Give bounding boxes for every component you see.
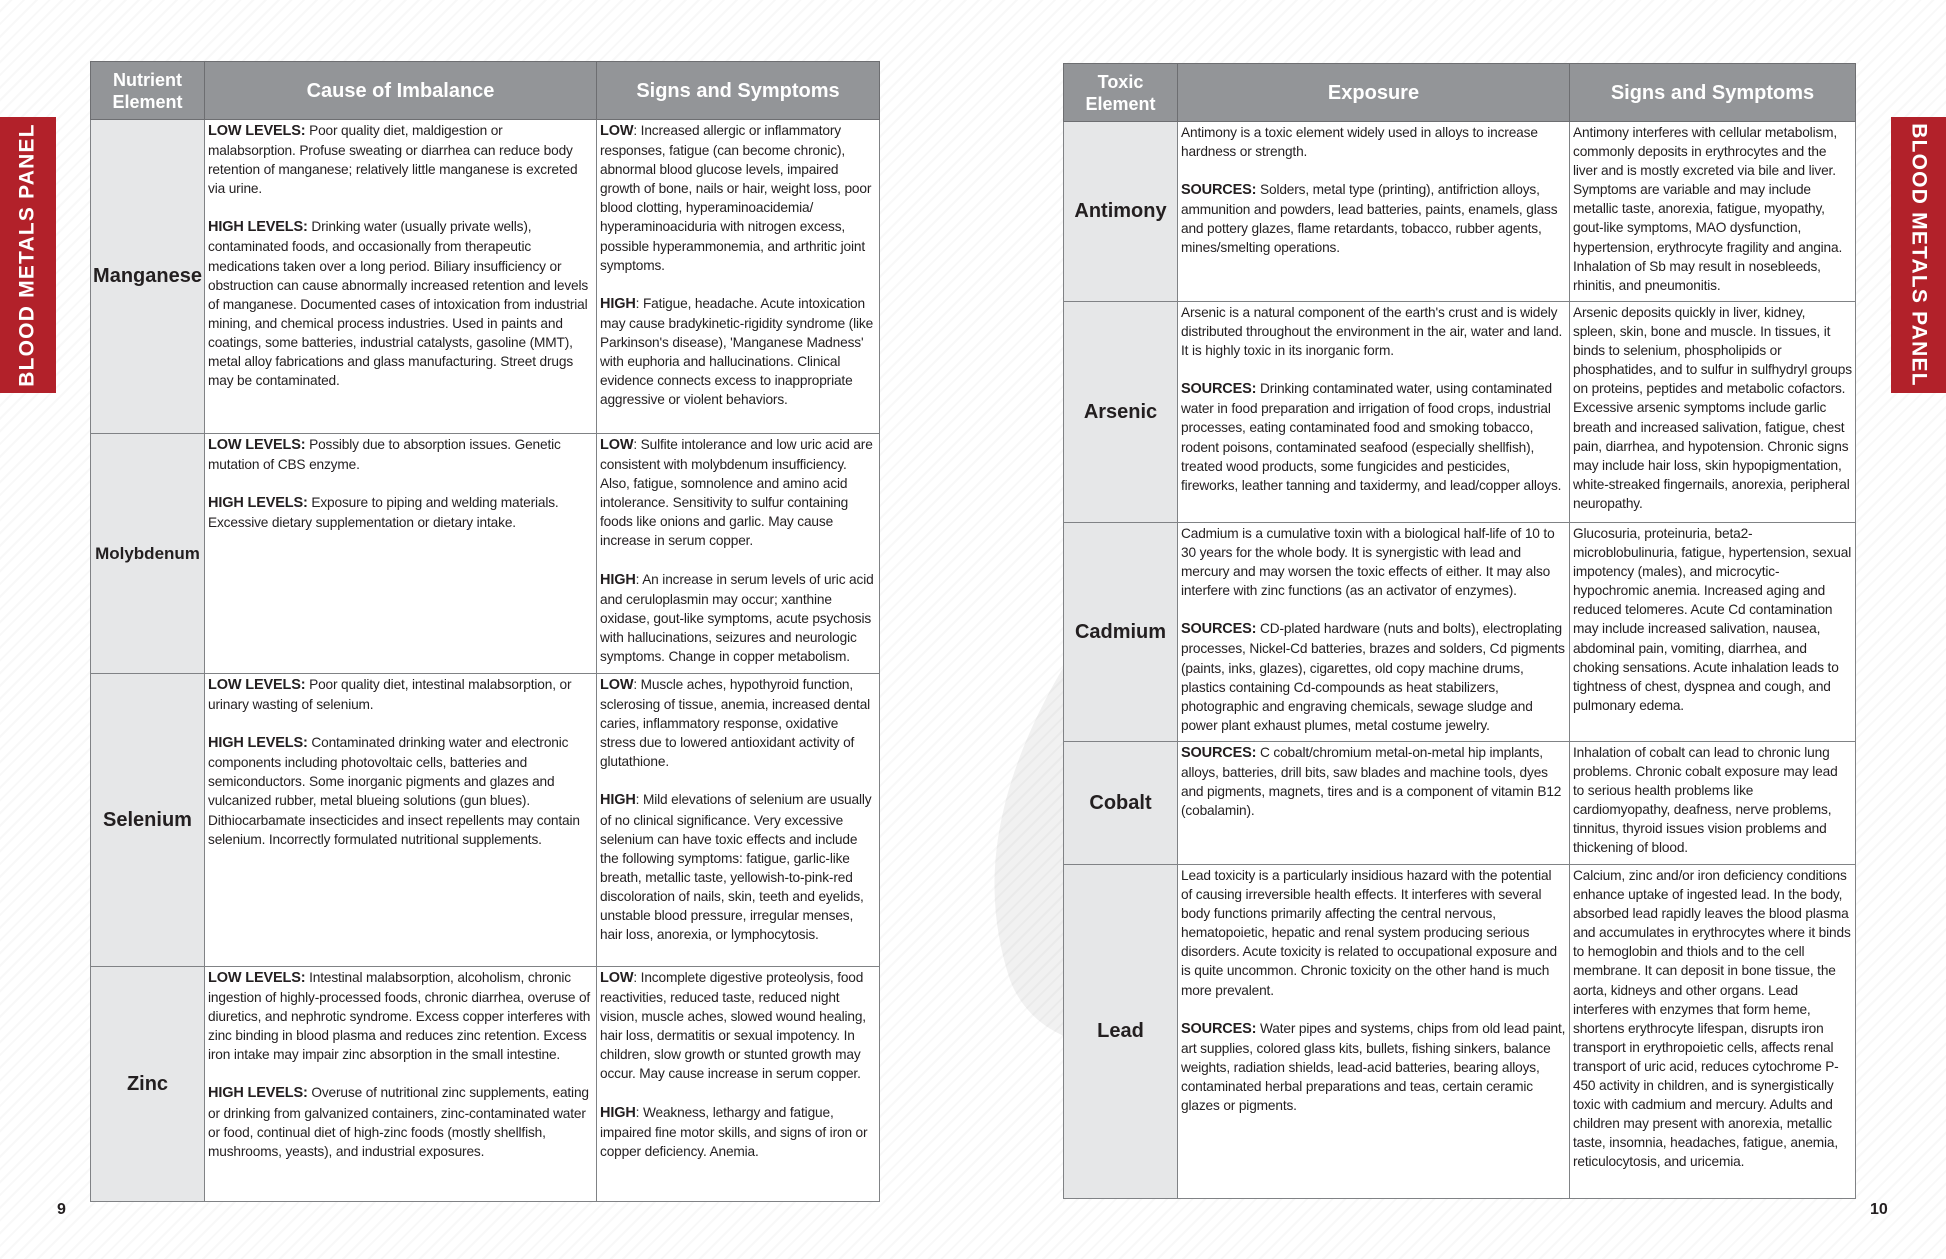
side-tab-left <box>0 117 56 393</box>
low-levels-label: LOW LEVELS: <box>208 677 306 693</box>
exposure-sources-paragraph <box>1181 619 1566 735</box>
signs-high-paragraph <box>600 1103 876 1161</box>
sources-label: SOURCES: <box>1181 381 1257 398</box>
cause-high-text: Contaminated drinking water and electronic components including photovoltaic cells, batteries and semiconductors. Some inorganic pigments and glazes and vulcanized rubber, metal blueing solutions (gun blues). Dithiocarbamate insecticides and insect repellents may contain selenium. Incorrectly formulated nutritional supplements. <box>208 735 580 847</box>
table-header-row <box>1064 64 1856 122</box>
header-nutrient-element: Nutrient Element <box>91 62 205 120</box>
signs-cell <box>597 967 880 1202</box>
signs-cell: Calcium, zinc and/or iron deficiency conditions enhance uptake of ingested lead. In the body, absorbed lead rapidly leaves the blood plasma and accumulates in erythrocytes where it binds to hemoglobin and thiols and to the cell membrane. It can deposit in bone tissue, the aorta, kidneys and other organs. Lead interferes with enzymes that form heme, shortens erythrocyte lifespan, disrupts iron transport in erythropoietic cells, affects renal transport of uric acid, reduces cytochrome P-450 activity in children, and is synergistically toxic with cadmium and mercury. Adults and children may present with anorexia, metallic taste, insomnia, headaches, fatigue, anemia, reticulocytosis, and uricemia. <box>1570 865 1856 1199</box>
sources-text: C cobalt/chromium metal-on-metal hip implants, alloys, batteries, drill bits, saw blades and machine tools, dyes and pigments, magnets, tires and is a component of vitamin B12 (cobalamin). <box>1181 745 1562 819</box>
header-exposure: Exposure <box>1178 64 1570 122</box>
cause-high-paragraph <box>208 217 593 390</box>
table-row-cobalt <box>1064 742 1856 865</box>
element-name: Antimony <box>1064 122 1178 302</box>
exposure-intro-paragraph <box>1181 524 1566 600</box>
sources-label: SOURCES: <box>1181 745 1257 761</box>
page-number-left: 9 <box>57 1201 66 1218</box>
table-row-manganese <box>91 120 880 434</box>
signs-high-paragraph <box>600 570 876 666</box>
signs-low-text: : Increased allergic or inflammatory responses, fatigue (can become chronic), abnormal blood glucose levels, impaired growth of bone, nails or hair, weight loss, poor blood clotting, hyperaminoacidemia/ hyperaminoaciduria with nitrogen excess, possible hyperammonemia, and arthritic joint symptoms. <box>600 123 872 273</box>
high-levels-label: HIGH LEVELS: <box>208 735 308 752</box>
signs-cell: Arsenic deposits quickly in liver, kidney, spleen, skin, bone and muscle. In tissues, it binds to selenium, phospholipids or phosphatides, and to sulfur in sulfhydryl groups on proteins, peptides and metabolic cofactors. Excessive arsenic symptoms include garlic breath and increased salivation, fatigue, chest pain, diarrhea, and hypotension. Chronic signs may include hair loss, skin hypopigmentation, white-streaked fingernails, anorexia, peripheral neuropathy. <box>1570 302 1856 523</box>
element-name: Zinc <box>91 967 205 1202</box>
element-name: Selenium <box>91 674 205 967</box>
cause-low-text: Possibly due to absorption issues. Genetic mutation of CBS enzyme. <box>208 437 561 473</box>
element-name: Molybdenum <box>91 434 205 674</box>
signs-cell <box>597 120 880 434</box>
signs-high-text: : Mild elevations of selenium are usually of no clinical significance. Very excessive selenium can have toxic effects and include the following symptoms: fatigue, garlic-like breath, metallic taste, yellowish-to-pink-red discoloration of nails, skin, teeth and eyelids, unstable blood pressure, irregular menses, hair loss, anorexia, or lymphocytosis. <box>600 792 872 943</box>
element-name: Cadmium <box>1064 523 1178 742</box>
cause-low-paragraph <box>208 121 593 198</box>
signs-low-text: : Incomplete digestive proteolysis, food reactivities, reduced taste, reduced night vision, muscle aches, slowed wound healing, hair loss, dermatitis or sexual impotency. In children, slow growth or stunted growth may occur. May cause increase in serum copper. <box>600 970 866 1082</box>
exposure-intro-text: Antimony is a toxic element widely used in alloys to increase hardness or strength. <box>1181 125 1538 160</box>
high-label: HIGH <box>600 792 636 809</box>
signs-low-paragraph <box>600 675 876 771</box>
signs-low-text: : Muscle aches, hypothyroid function, sclerosing of tissue, anemia, increased dental caries, inflammatory response, oxidative stress due to lowered antioxidant activity of glutathione. <box>600 677 871 770</box>
low-label: LOW <box>600 677 634 693</box>
table-header-row <box>91 62 880 120</box>
signs-low-text: : Sulfite intolerance and low uric acid are consistent with molybdenum insufficiency. Also, fatigue, somnolence and amino acid intolerance. Sensitivity to sulfur containing foods like onions and garlic. May cause increase in serum copper. <box>600 437 873 549</box>
high-levels-label: HIGH LEVELS: <box>208 495 308 512</box>
exposure-sources-paragraph <box>1181 180 1566 257</box>
exposure-cell <box>1178 122 1570 302</box>
cause-low-text: Poor quality diet, maldigestion or malabsorption. Profuse sweating or diarrhea can reduce body retention of manganese; relatively little manganese is excreted via urine. <box>208 123 578 197</box>
exposure-intro-paragraph <box>1181 303 1566 360</box>
sources-text: Solders, metal type (printing), antifriction alloys, ammunition and powders, lead batteries, paints, enamels, glass and pottery glazes, flame retardants, tobacco, rubber agents, mines/smelting operations. <box>1181 182 1558 256</box>
signs-low-paragraph <box>600 121 876 275</box>
element-name: Manganese <box>91 120 205 434</box>
cause-high-text: Exposure to piping and welding materials. Excessive dietary supplementation or dietary intake. <box>208 495 559 531</box>
header-signs-and-symptoms: Signs and Symptoms <box>1570 64 1856 122</box>
table-row-cadmium <box>1064 523 1856 742</box>
exposure-intro-paragraph <box>1181 866 1566 1000</box>
cause-high-paragraph <box>208 733 593 849</box>
signs-cell: Antimony interferes with cellular metabolism, commonly deposits in erythrocytes and the liver and is mostly excreted via bile and liver. Symptoms are variable and may include metallic taste, anorexia, fatigue, myopathy, gout-like symptoms, MAO dysfunction, hypertension, erythrocyte fragility and angina. Inhalation of Sb may result in nosebleeds, rhinitis, and pneumonitis. <box>1570 122 1856 302</box>
table-row-molybdenum <box>91 434 880 674</box>
sources-text: CD-plated hardware (nuts and bolts), electroplating processes, Nickel-Cd batteries, brazes and solders, Cd pigments (paints, inks, glazes), cigarettes, old copy machine drums, plastics containing Cd-compounds as heat stabilizers, photographic and engraving chemicals, sewage sludge and power plant exhaust plumes, metal costume jewelry. <box>1181 621 1565 733</box>
header-toxic-element: Toxic Element <box>1064 64 1178 122</box>
cause-high-text: Overuse of nutritional zinc supplements, eating or drinking from galvanized containers, zinc-contaminated water or food, continual diet of high-zinc foods (mostly shellfish, mushrooms, yeasts), and industrial exposures. <box>208 1085 589 1159</box>
exposure-intro-text: Lead toxicity is a particularly insidious hazard with the potential of causing irreversible health effects. It interferes with several body functions primarily affecting the central nervous, hematopoietic, hepatic and renal system producing serious disorders. Acute toxicity is related to occupational exposure and is quite uncommon. Chronic toxicity on the other hand is much more prevalent. <box>1181 868 1557 998</box>
signs-cell: Inhalation of cobalt can lead to chronic lung problems. Chronic cobalt exposure may lead to serious health problems like cardiomyopathy, deafness, nerve problems, tinnitus, thyroid issues vision problems and thickening of blood. <box>1570 742 1856 865</box>
header-signs-and-symptoms: Signs and Symptoms <box>597 62 880 120</box>
cause-low-paragraph <box>208 675 593 714</box>
exposure-cell <box>1178 523 1570 742</box>
low-levels-label: LOW LEVELS: <box>208 123 306 139</box>
cause-high-text: Drinking water (usually private wells), contaminated foods, and occasionally from therapeutic medications taken over a long period. Biliary insufficiency or obstruction can cause abnormally increased retention and levels of manganese. Documented cases of intoxication from industrial mining, and chemical process industries. Used in paints and coatings, some batteries, industrial catalysts, gasoline (MMT), metal alloy fabrications and glass manufacturing. Street drugs may be contaminated. <box>208 219 589 389</box>
cause-cell <box>205 674 597 967</box>
exposure-intro-text: Cadmium is a cumulative toxin with a biological half-life of 10 to 30 years for the whole body. It is synergistic with lead and mercury and may worsen the toxic effects of either. It may also interfere with zinc functions (as an activator of enzymes). <box>1181 526 1555 599</box>
signs-cell <box>597 674 880 967</box>
signs-cell: Glucosuria, proteinuria, beta2-microblobulinuria, fatigue, hypertension, sexual impotency (males), and microcytic-hypochromic anemia. Increased aging and reduced telomeres. Acute Cd contamination may include increased salivation, nausea, abdominal pain, vomiting, diarrhea, and choking sensations. Acute inhalation leads to tightness of chest, dyspnea and cough, and pulmonary edema. <box>1570 523 1856 742</box>
cause-low-text: Intestinal malabsorption, alcoholism, chronic ingestion of highly-processed foods, chronic diarrhea, overuse of diuretics, and nephrotic syndrome. Excess copper interferes with zinc binding in blood plasma and reduces zinc retention. Excess iron intake may impair zinc absorption in the small intestine. <box>208 970 591 1063</box>
high-label: HIGH <box>600 1104 636 1121</box>
sources-label: SOURCES: <box>1181 1020 1257 1037</box>
toxic-elements-table <box>1063 63 1856 1199</box>
side-tab-right <box>1891 117 1946 393</box>
cause-low-paragraph <box>208 435 593 474</box>
signs-high-text: : Fatigue, headache. Acute intoxication may cause bradykinetic-rigidity syndrome (like Parkinson's disease), 'Manganese Madness' with euphoria and hallucinations. Clinical evidence connects excess to inappropriate aggressive or violent behaviors. <box>600 295 874 408</box>
sources-text: Drinking contaminated water, using contaminated water in food preparation and irrigation of food crops, industrial processes, eating contaminated food and smoking tobacco, rodent poisons, contaminated seafood (especially shellfish), treated wood products, some fungicides and pesticides, fireworks, leather tanning and taxidermy, and lead/copper alloys. <box>1181 381 1562 493</box>
low-levels-label: LOW LEVELS: <box>208 970 306 986</box>
cause-high-paragraph <box>208 1083 593 1160</box>
signs-low-paragraph <box>600 968 876 1084</box>
cause-high-paragraph <box>208 493 593 532</box>
high-levels-label: HIGH LEVELS: <box>208 219 308 236</box>
cause-cell <box>205 120 597 434</box>
signs-low-paragraph <box>600 435 876 551</box>
table-row-antimony <box>1064 122 1856 302</box>
cause-low-paragraph <box>208 968 593 1064</box>
exposure-cell <box>1178 302 1570 523</box>
element-name: Lead <box>1064 865 1178 1199</box>
high-label: HIGH <box>600 295 636 312</box>
cause-low-text: Poor quality diet, intestinal malabsorption, or urinary wasting of selenium. <box>208 677 572 713</box>
header-cause-of-imbalance: Cause of Imbalance <box>205 62 597 120</box>
exposure-sources-paragraph <box>1181 1019 1566 1115</box>
high-label: HIGH <box>600 571 636 588</box>
exposure-cell <box>1178 865 1570 1199</box>
table-row-arsenic <box>1064 302 1856 523</box>
low-levels-label: LOW LEVELS: <box>208 437 306 453</box>
cause-cell <box>205 434 597 674</box>
table-row-zinc <box>91 967 880 1202</box>
side-tab-left-label: BLOOD METALS PANEL <box>16 123 40 387</box>
signs-high-text: : An increase in serum levels of uric acid and ceruloplasmin may occur; xanthine oxidase, gout-like symptoms, acute psychosis with hallucinations, seizures and neurologic symptoms. Change in copper metabolism. <box>600 571 874 664</box>
exposure-intro-paragraph <box>1181 123 1566 161</box>
side-tab-right-label: BLOOD METALS PANEL <box>1908 123 1932 387</box>
sources-text: Water pipes and systems, chips from old lead paint, art supplies, colored glass kits, bullets, fishing sinkers, balance weights, radiation shields, lead-acid batteries, bearing alloys, contaminated herbal preparations and teas, certain ceramic glazes or pigments. <box>1181 1020 1566 1114</box>
table-row-selenium <box>91 674 880 967</box>
exposure-intro-text: Arsenic is a natural component of the earth's crust and is widely distributed throughout the environment in the air, water and land. It is highly toxic in its inorganic form. <box>1181 305 1563 359</box>
cause-cell <box>205 967 597 1202</box>
element-name: Cobalt <box>1064 742 1178 865</box>
signs-cell <box>597 434 880 674</box>
exposure-sources-paragraph <box>1181 743 1566 820</box>
signs-high-paragraph <box>600 294 876 410</box>
signs-high-paragraph <box>600 790 876 944</box>
table-row-lead <box>1064 865 1856 1199</box>
exposure-sources-paragraph <box>1181 379 1566 495</box>
page-number-right: 10 <box>1870 1201 1888 1218</box>
exposure-cell <box>1178 742 1570 865</box>
low-label: LOW <box>600 970 634 986</box>
high-levels-label: HIGH LEVELS: <box>208 1085 308 1102</box>
low-label: LOW <box>600 437 634 453</box>
sources-label: SOURCES: <box>1181 182 1257 199</box>
sources-label: SOURCES: <box>1181 621 1257 638</box>
signs-high-text: : Weakness, lethargy and fatigue, impaired fine motor skills, and signs of iron or copper deficiency. Anemia. <box>600 1104 868 1159</box>
low-label: LOW <box>600 123 634 139</box>
nutrient-elements-table <box>90 61 880 1202</box>
element-name: Arsenic <box>1064 302 1178 523</box>
